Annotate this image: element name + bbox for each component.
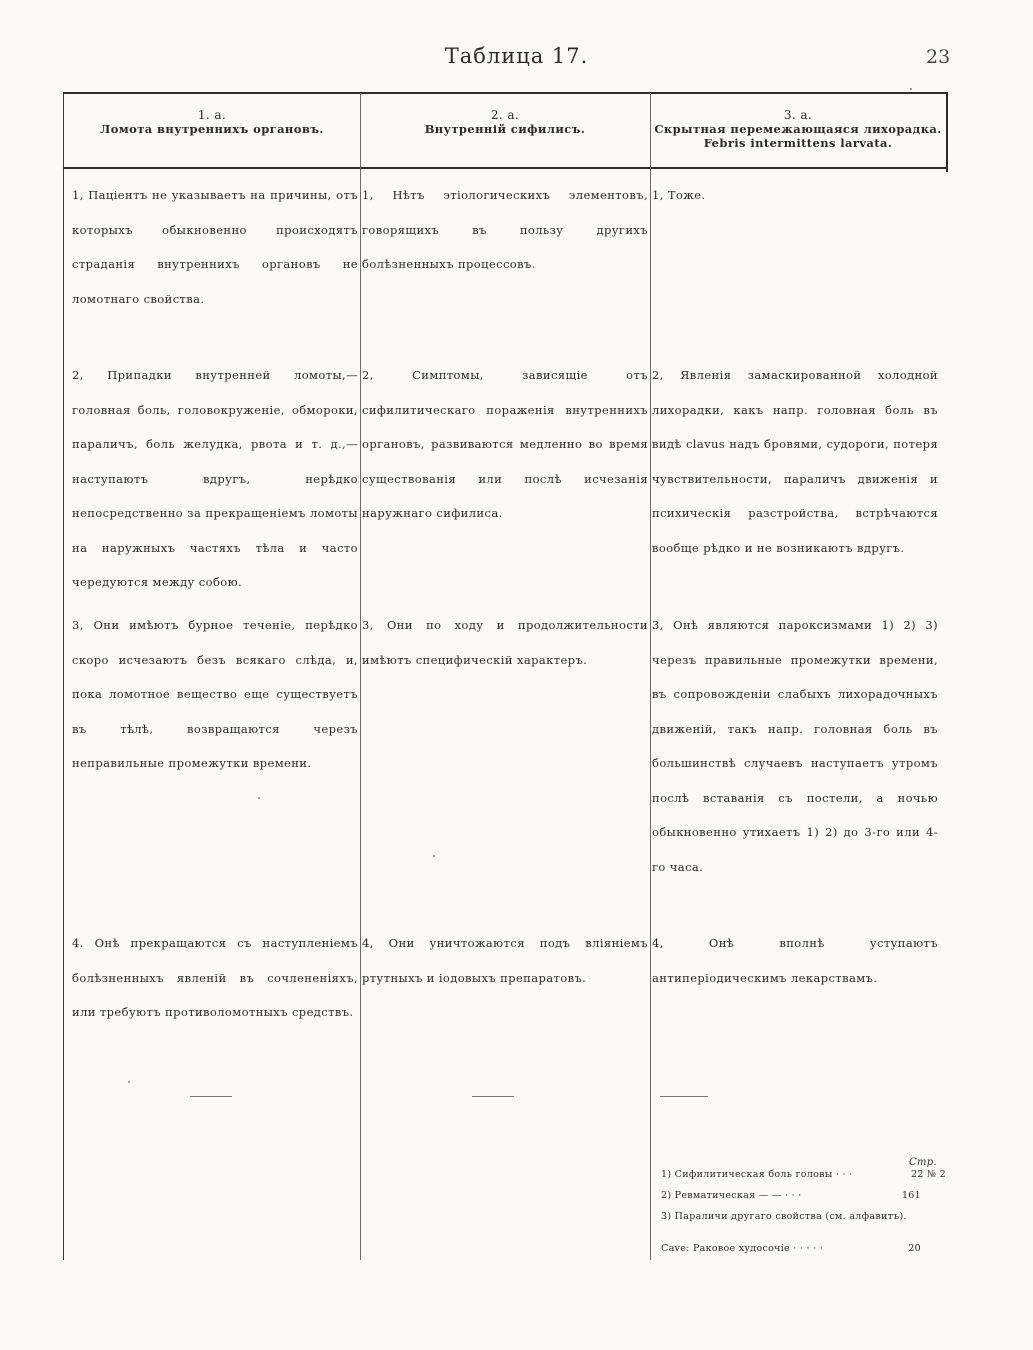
page-title: Таблица 17. <box>444 44 589 68</box>
footnote-label: 1) Сифилитическая боль головы · · · <box>661 1169 853 1180</box>
print-speck <box>258 797 260 799</box>
footnote-label: 2) Ревматическая — — · · · <box>661 1190 802 1201</box>
table-cell: 1, Нѣтъ этіологическихъ элементовъ, говорящихъ въ пользу другихъ болѣзненныхъ процессовъ. <box>362 188 648 271</box>
footnote-page: 161 <box>901 1190 921 1201</box>
print-speck <box>433 855 435 857</box>
column-header-3 <box>652 108 944 150</box>
table-cell: 2, Симптомы, зависящіе отъ сифилитическаго пораженія внутреннихъ органовъ, развиваются медленно во время существованія или послѣ исчезанія наружнаго сифилиса. <box>362 368 648 520</box>
table-cell: 1, Тоже. <box>652 188 706 202</box>
table-cell: 3, Они по ходу и продолжительности имѣютъ специфическій характеръ. <box>362 618 648 667</box>
column-number: 3. а. <box>783 108 813 122</box>
column-end-rule <box>660 1096 708 1097</box>
table-cell: 4. Онѣ прекращаются съ наступленіемъ болѣзненныхъ явленій въ сочлененіяхъ, или требуютъ противоломотныхъ средствъ. <box>72 936 358 1019</box>
table-cell: 3, Они имѣютъ бурное теченіе, перѣдко скоро исчезаютъ безъ всякаго слѣда, и, пока ломотное вещество еще существуетъ въ тѣлѣ, возвращаются черезъ неправильные промежутки времени. <box>72 618 358 770</box>
column-divider-1 <box>360 93 361 1260</box>
header-rule <box>63 167 947 169</box>
column-divider-2 <box>650 93 651 1260</box>
footnote-item <box>661 1190 946 1201</box>
table-cell: 4, Онѣ вполнѣ уступаютъ антиперіодическимъ лекарствамъ. <box>652 936 938 985</box>
footnote-page-header: Стр. <box>909 1157 937 1168</box>
footnote-item <box>661 1169 946 1180</box>
table-cell: 4, Они уничтожаются подъ вліяніемъ ртутныхъ и іодовыхъ препаратовъ. <box>362 936 648 985</box>
footnote-label: 3) Параличи другаго свойства (см. алфавитъ). <box>661 1211 907 1222</box>
footnote-item <box>661 1243 946 1254</box>
table-cell: 3, Онѣ являются пароксизмами 1) 2) 3) черезъ правильные промежутки времени, въ сопровожденіи слабыхъ лихорадочныхъ движеній, такъ напр. головная боль въ большинствѣ случаевъ наступаетъ утромъ послѣ вставанія съ постели, а ночью обыкновенно утихаетъ 1) 2) до 3-го или 4-го часа. <box>652 618 938 874</box>
print-speck <box>128 1081 130 1083</box>
table-frame-right-edge <box>946 92 948 172</box>
footnote-label: Cave: Раковое худосочіе · · · · · <box>661 1243 824 1254</box>
table-cell: 1, Паціентъ не указываетъ на причины, отъ которыхъ обыкновенно происходятъ страданія внутреннихъ органовъ не ломотнаго свойства. <box>72 188 358 306</box>
table-cell: 2, Припадки внутренней ломоты,—головная боль, головокруженіе, обмороки, параличъ, боль желудка, рвота и т. д.,—наступаютъ вдругъ, нерѣдко непосредственно за прекращеніемъ ломоты на наружныхъ частяхъ тѣла и часто чередуются между собою. <box>72 368 358 589</box>
column-title: Ломота внутреннихъ органовъ. <box>100 122 324 136</box>
table-cell: 2, Явленія замаскированной холодной лихорадки, какъ напр. головная боль въ видѣ clavus надъ бровями, судороги, потеря чувствительности, параличъ движенія и психическія разстройства, встрѣчаются вообще рѣдко и не возникаютъ вдругъ. <box>652 368 938 555</box>
column-title: Внутренній сифилисъ. <box>424 122 586 136</box>
footnote-page: 20 <box>908 1243 921 1254</box>
column-title: Скрытная перемежающаяся лихорадка. <box>654 122 942 136</box>
column-number: 1. а. <box>197 108 227 122</box>
column-header-2 <box>362 108 648 136</box>
print-speck <box>910 88 912 90</box>
footnote-page: 22 № 2 <box>911 1169 946 1180</box>
column-end-rule <box>472 1096 514 1097</box>
column-header-1 <box>66 108 358 136</box>
footnote-item <box>661 1211 946 1222</box>
page-number: 23 <box>926 46 951 68</box>
column-end-rule <box>190 1096 232 1097</box>
column-number: 2. а. <box>490 108 520 122</box>
column-subtitle: Febris intermittens larvata. <box>703 136 893 150</box>
